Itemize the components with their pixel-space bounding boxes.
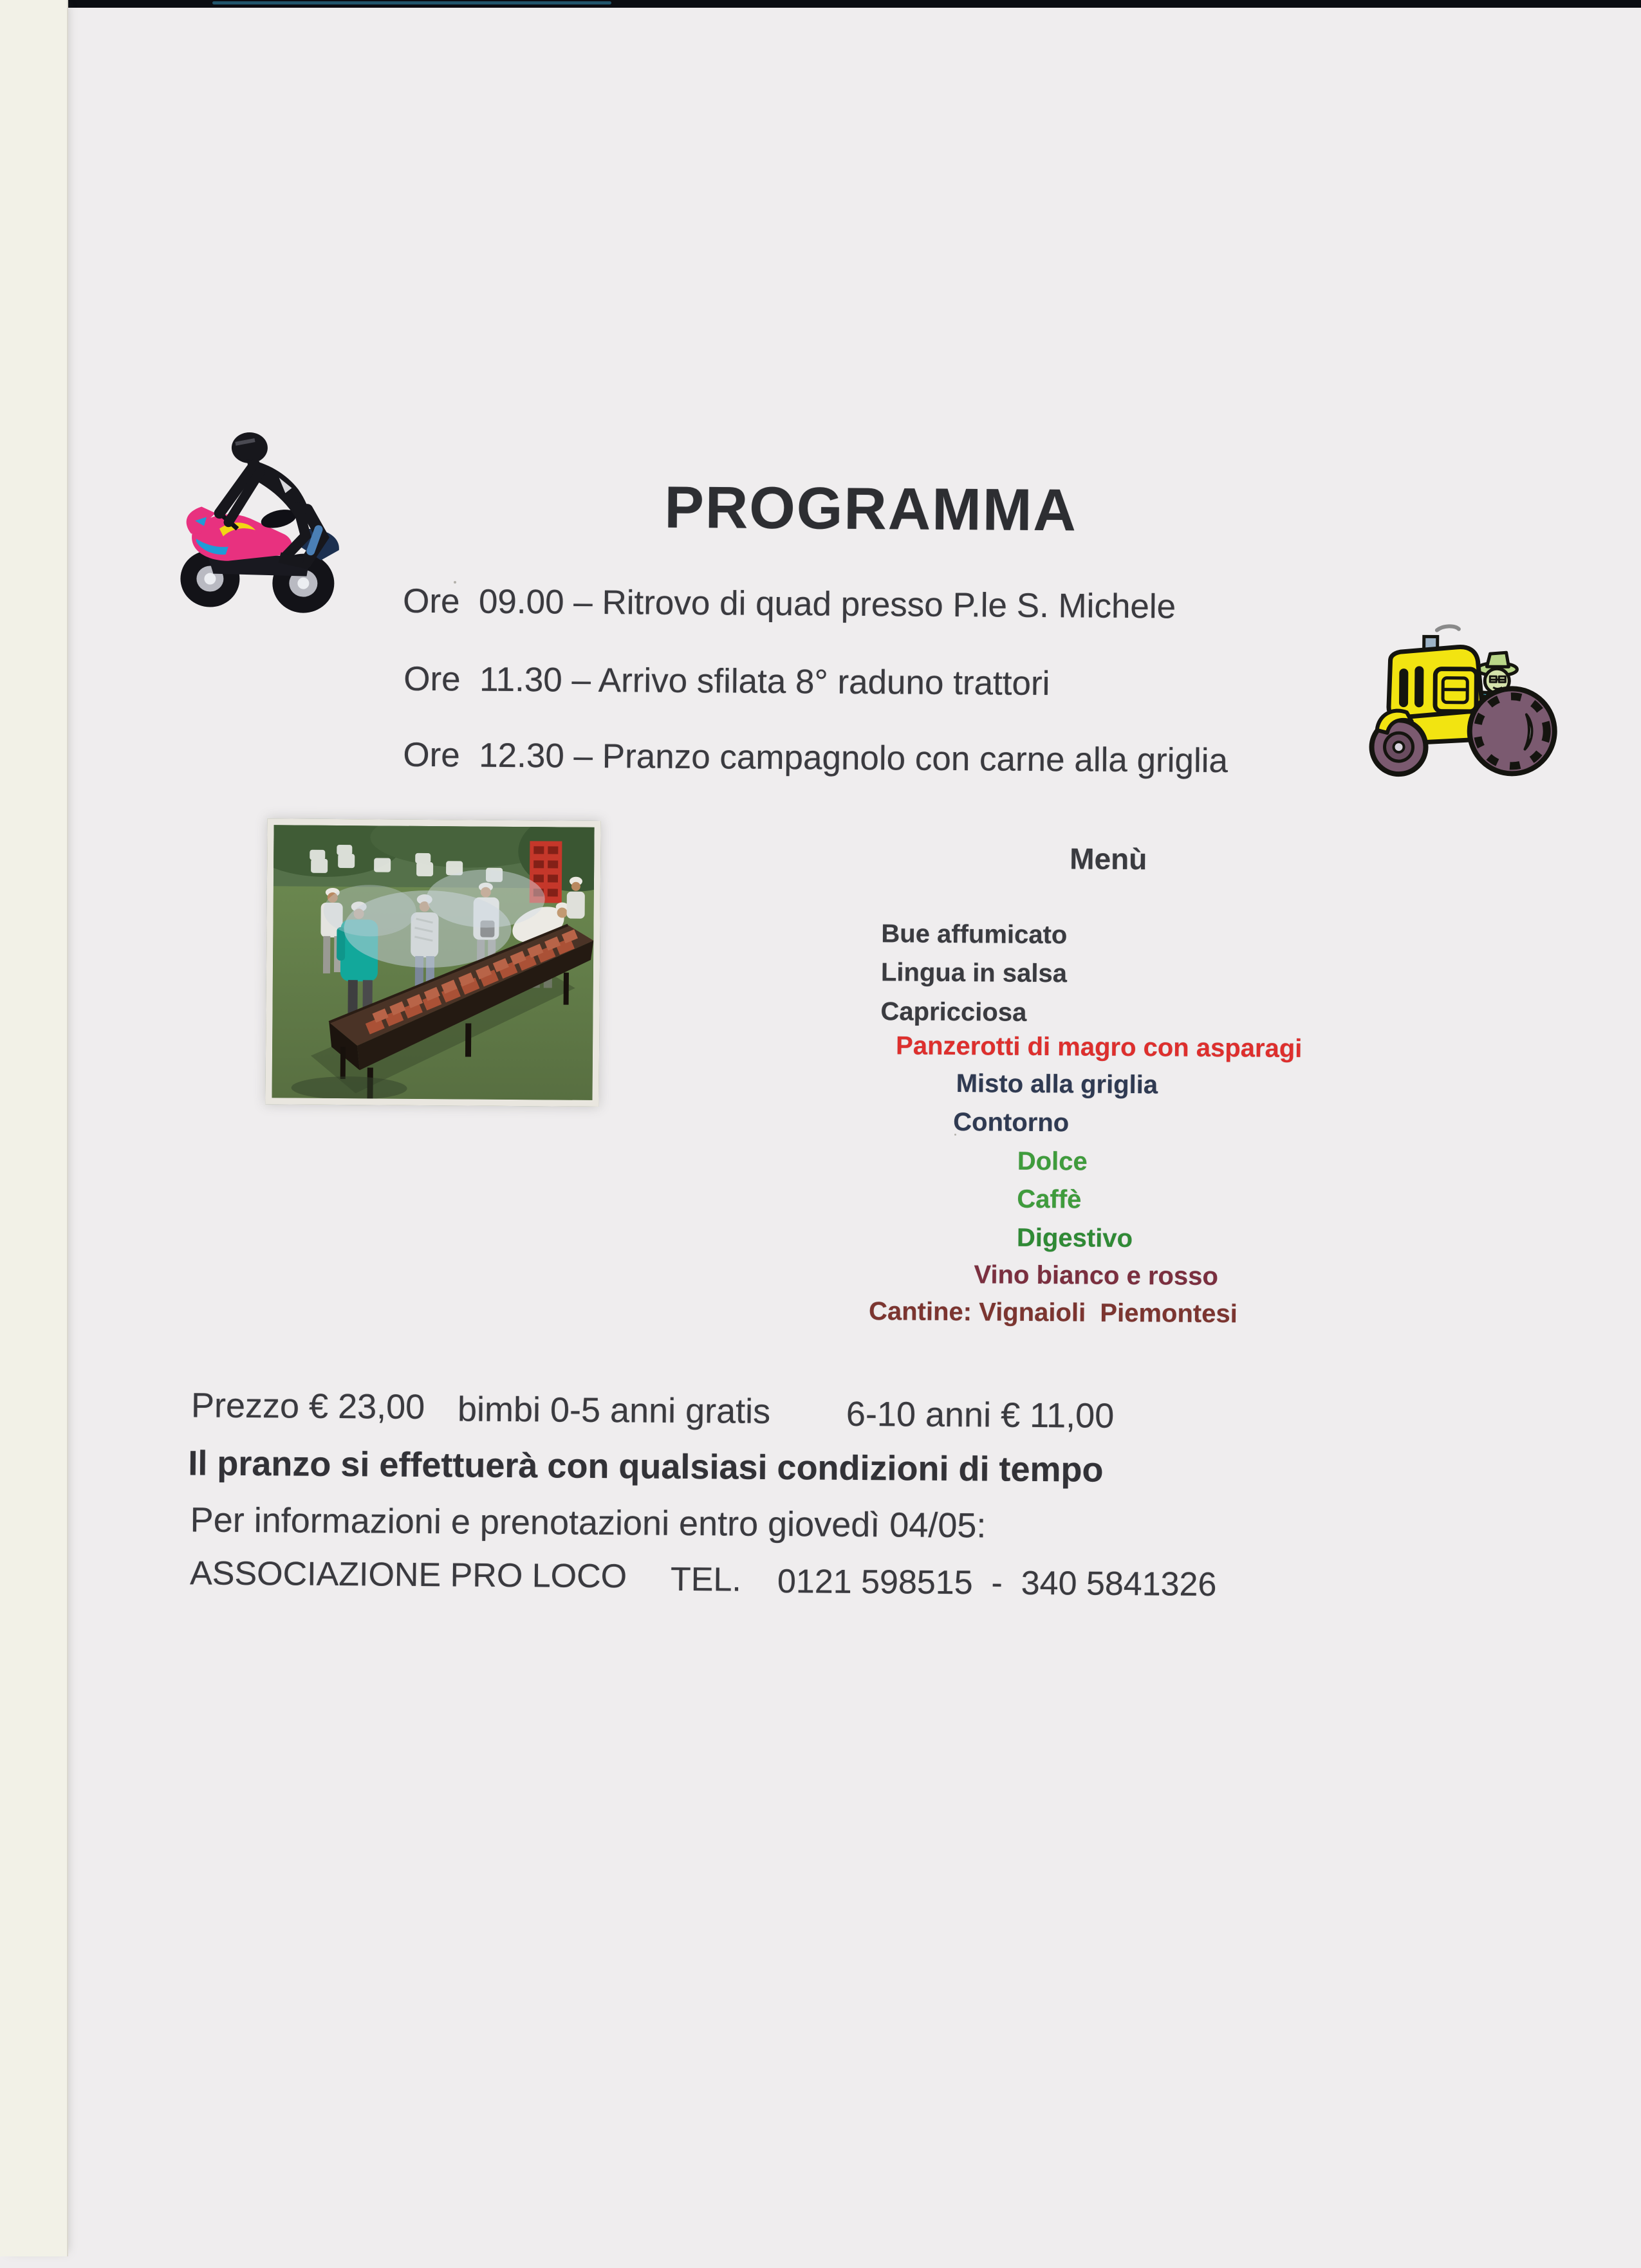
- menu-item: Dolce: [1017, 1147, 1088, 1176]
- schedule-line: Ore 12.30 – Pranzo campagnolo con carne alla griglia: [403, 735, 1228, 780]
- menu-item: Contorno: [953, 1108, 1070, 1138]
- phone-numbers: 0121 598515 - 340 5841326: [777, 1563, 1217, 1604]
- menu-item: Panzerotti di magro con asparagi: [895, 1031, 1303, 1063]
- weather-note: Il pranzo si effettuerà con qualsiasi condizioni di tempo: [188, 1444, 1104, 1489]
- price-kids-free: bimbi 0-5 anni gratis: [457, 1390, 771, 1431]
- menu-item: Digestivo: [1016, 1223, 1133, 1253]
- price-kids: 6-10 anni € 11,00: [846, 1394, 1115, 1435]
- menu-item: Bue affumicato: [881, 919, 1068, 950]
- menu-item: Caffè: [1017, 1185, 1082, 1214]
- quad-rider-icon: [152, 424, 346, 625]
- menu-item: Misto alla griglia: [956, 1069, 1158, 1100]
- schedule-line: Ore 09.00 – Ritrovo di quad presso P.le S. Michele: [402, 582, 1176, 626]
- menu-item: Cantine: Vignaioli Piemontesi: [868, 1297, 1238, 1329]
- price-adult: Prezzo € 23,00: [190, 1386, 425, 1427]
- menu-item: Capricciosa: [880, 997, 1027, 1027]
- grill-lunch-photo: [265, 818, 600, 1107]
- schedule-line: Ore 11.30 – Arrivo sfilata 8° raduno trattori: [403, 659, 1050, 703]
- menu-item: Lingua in salsa: [880, 958, 1068, 988]
- info-note: Per informazioni e prenotazioni entro giovedì 04/05:: [190, 1500, 987, 1545]
- menu-heading: Menù: [1070, 842, 1147, 876]
- tel-label: TEL.: [670, 1560, 742, 1599]
- page-title: PROGRAMMA: [664, 474, 1078, 544]
- tractor-icon: [1360, 620, 1567, 782]
- organization-name: ASSOCIAZIONE PRO LOCO: [189, 1554, 627, 1596]
- menu-item: Vino bianco e rosso: [974, 1260, 1219, 1291]
